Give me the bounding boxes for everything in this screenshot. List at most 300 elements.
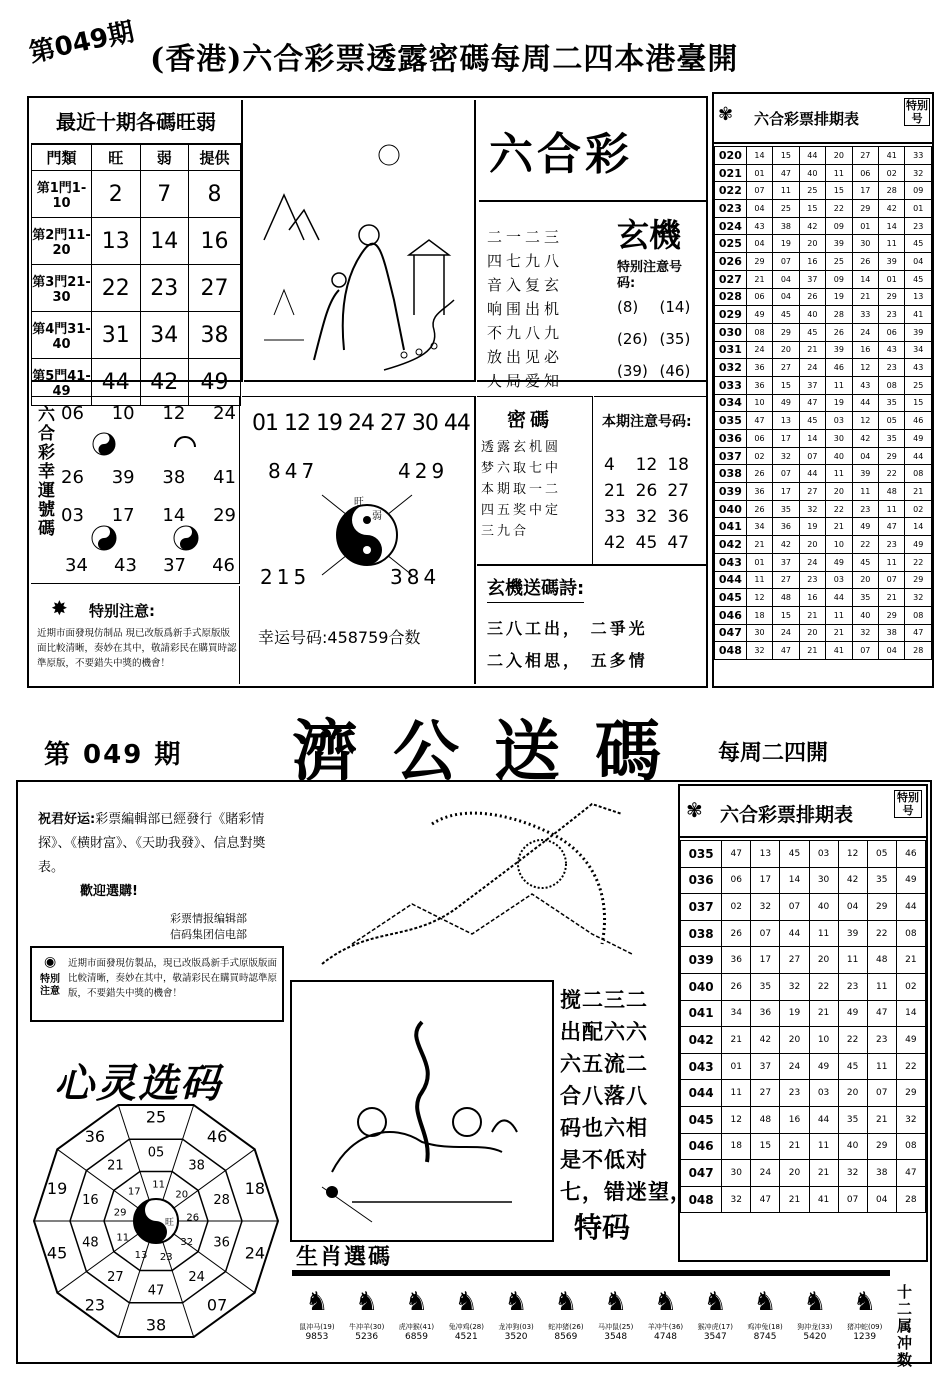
number-cell: 24	[799, 553, 825, 571]
number-cell: 47	[722, 841, 751, 868]
cell: 2	[92, 171, 141, 218]
special-numbers	[617, 298, 702, 380]
greeting-box	[20, 784, 290, 944]
zodiac-row	[292, 1282, 890, 1342]
wheel-center-label: 旺	[165, 1218, 175, 1228]
number-cell: 21	[780, 1186, 809, 1213]
zodiac-item	[342, 1282, 392, 1342]
yinyang-icon	[91, 431, 121, 457]
wheel-number: 36	[213, 1235, 230, 1251]
wheel-number: 23	[159, 1251, 173, 1263]
number-cell: 04	[867, 1186, 896, 1213]
zodiac-number: 4521	[454, 1332, 478, 1342]
xuanji-poem-box	[477, 564, 707, 686]
table-row	[715, 376, 932, 394]
lucky-row	[61, 403, 236, 424]
number-cell: 07	[852, 642, 878, 660]
wheel-number: 29	[113, 1207, 127, 1219]
period-cell: 029	[715, 306, 747, 324]
number-cell: 39	[838, 920, 867, 947]
number-cell: 45	[905, 270, 932, 288]
zodiac-animal-icon: ♞	[355, 1287, 379, 1317]
number-cell: 29	[773, 323, 799, 341]
number-cell: 27	[780, 947, 809, 974]
number-cell: 15	[773, 376, 799, 394]
schedule-bottom	[678, 784, 928, 1262]
period-cell: 028	[715, 288, 747, 306]
number-cell: 30	[809, 867, 838, 894]
number-cell: 40	[799, 164, 825, 182]
period-cell: 036	[681, 867, 722, 894]
number-cell: 07	[773, 465, 799, 483]
number-cell: 23	[838, 973, 867, 1000]
number-group: 215	[260, 565, 311, 589]
number-cell: 41	[809, 1186, 838, 1213]
number-cell: 47	[751, 1186, 780, 1213]
number-cell: 22	[896, 1053, 925, 1080]
lucky-code: 幸运号码:458759合数	[258, 628, 421, 647]
special-number: (35)	[659, 330, 691, 348]
zodiac-animal-icon: ♞	[853, 1287, 877, 1317]
wheel-number: 28	[213, 1193, 230, 1208]
table-row	[715, 323, 932, 341]
col-header: 弱	[140, 145, 189, 171]
poem-line: 放出见必	[487, 348, 564, 366]
cell: 第4門31-40	[32, 312, 92, 359]
number-cell: 21	[799, 642, 825, 660]
table-row	[715, 642, 932, 660]
number-cell: 23	[879, 536, 905, 554]
number-cell: 20	[809, 947, 838, 974]
number-cell: 44	[826, 589, 852, 607]
xuanji-subtitle: 玄機	[617, 216, 682, 254]
number-cell: 45	[773, 306, 799, 324]
number-cell: 04	[746, 235, 772, 253]
notice-title: 特别注意:	[89, 602, 155, 620]
mima-line: 三九合	[481, 524, 530, 539]
number-cell: 02	[896, 973, 925, 1000]
number-cell: 23	[852, 500, 878, 518]
number-cell: 44	[852, 394, 878, 412]
zodiac-item	[591, 1282, 641, 1342]
number-cell: 35	[879, 430, 905, 448]
schedule-header	[680, 786, 926, 838]
number-group: 384	[390, 565, 441, 589]
period-cell: 041	[715, 518, 747, 536]
liuhecai-title: 六合彩	[489, 129, 633, 180]
number-cell: 49	[905, 430, 932, 448]
zodiac-item	[292, 1282, 342, 1342]
poem-line: 四七九八	[487, 252, 564, 270]
greeting-text-wrap	[38, 808, 288, 880]
number-cell: 02	[722, 894, 751, 921]
number-cell: 28	[896, 1186, 925, 1213]
period-cell: 033	[715, 376, 747, 394]
zodiac-number: 3548	[604, 1332, 628, 1342]
attention-number: 36	[667, 507, 689, 527]
tema-label: 特码	[574, 1211, 631, 1244]
number-cell: 11	[722, 1080, 751, 1107]
special-number: (14)	[659, 298, 691, 316]
wheel-number: 11	[152, 1179, 165, 1191]
number-group: 429	[398, 459, 449, 483]
zodiac-item	[441, 1282, 491, 1342]
number-cell: 28	[905, 642, 932, 660]
number-cell: 32	[751, 894, 780, 921]
number-cell: 17	[773, 483, 799, 501]
wheel-number: 05	[147, 1145, 165, 1161]
lucky-number: 34	[65, 555, 88, 576]
number-cell: 30	[746, 624, 772, 642]
number-cell: 35	[751, 973, 780, 1000]
number-cell: 08	[896, 920, 925, 947]
wheel-number: 32	[180, 1237, 194, 1248]
illustration-scholars	[244, 100, 476, 382]
wheel-number: 13	[134, 1250, 148, 1262]
zodiac-number: 3520	[504, 1332, 528, 1342]
period-cell: 042	[681, 1027, 722, 1054]
number-cell: 17	[751, 947, 780, 974]
liuhecai-poem	[487, 225, 607, 393]
number-cell: 21	[896, 947, 925, 974]
table-row	[715, 235, 932, 253]
number-cell: 06	[879, 323, 905, 341]
zodiac-name: 马冲鼠(25)	[597, 1323, 634, 1331]
wheel-number: 27	[107, 1270, 124, 1286]
jigong-drawing	[292, 784, 652, 974]
jigong-title: 濟 公 送 碼	[292, 712, 667, 790]
number-cell: 49	[838, 1000, 867, 1027]
number-cell: 27	[799, 483, 825, 501]
poem-line: 搅二三二	[560, 988, 648, 1012]
number-cell: 32	[773, 447, 799, 465]
number-cell: 44	[799, 465, 825, 483]
number-cell: 39	[879, 253, 905, 271]
table-row	[715, 624, 932, 642]
number-cell: 21	[746, 536, 772, 554]
number-cell: 04	[773, 270, 799, 288]
table-row	[715, 341, 932, 359]
number-cell: 21	[809, 1160, 838, 1187]
number-cell: 42	[838, 867, 867, 894]
number-cell: 33	[852, 306, 878, 324]
number-cell: 21	[905, 483, 932, 501]
number-cell: 07	[746, 182, 772, 200]
table-row	[715, 270, 932, 288]
number-cell: 47	[799, 394, 825, 412]
number-cell: 49	[905, 536, 932, 554]
notice-small	[31, 586, 240, 684]
table-row	[715, 606, 932, 624]
period-cell: 042	[715, 536, 747, 554]
number-cell: 03	[809, 1080, 838, 1107]
mima-line: 透露玄机圆	[481, 440, 562, 455]
number-cell: 01	[746, 553, 772, 571]
period-cell: 023	[715, 200, 747, 218]
number-cell: 39	[905, 323, 932, 341]
number-cell: 38	[773, 217, 799, 235]
greeting-text: 彩票編輯部已經發行《賭彩情探》、《横財富》、《天助我發》、信息對奬表。	[38, 812, 266, 875]
table-row	[681, 1160, 926, 1187]
number-cell: 46	[896, 841, 925, 868]
number-cell: 21	[809, 1000, 838, 1027]
mima-line: 四五奖中定	[481, 503, 562, 518]
period-cell: 038	[681, 920, 722, 947]
zodiac-number: 9853	[305, 1332, 329, 1342]
number-cell: 32	[799, 500, 825, 518]
zodiac-number: 8569	[554, 1332, 578, 1342]
wheel-number: 24	[188, 1270, 205, 1286]
number-cell: 21	[852, 288, 878, 306]
attention-number: 42	[604, 533, 626, 553]
number-cell: 11	[746, 571, 772, 589]
number-cell: 07	[867, 1080, 896, 1107]
number-cell: 22	[809, 973, 838, 1000]
number-cell: 25	[905, 376, 932, 394]
period-cell: 036	[715, 430, 747, 448]
schedule-days: 每周二四開	[718, 741, 829, 766]
number-cell: 44	[780, 920, 809, 947]
number-cell: 47	[773, 164, 799, 182]
zodiac-name: 猪冲蛇(09)	[846, 1323, 883, 1331]
zodiac-number: 5420	[803, 1332, 827, 1342]
schedule-title: 六合彩票排期表	[754, 110, 860, 128]
number-cell: 29	[896, 1080, 925, 1107]
number-cell: 33	[905, 147, 932, 165]
poem-line: 是不低对	[560, 1148, 648, 1172]
zodiac-name: 虎冲猴(41)	[398, 1323, 435, 1331]
lucky-number: 41	[213, 467, 236, 488]
number-cell: 37	[751, 1053, 780, 1080]
number-cell: 21	[879, 589, 905, 607]
number-cell: 36	[773, 518, 799, 536]
period-cell: 039	[681, 947, 722, 974]
period-cell: 046	[715, 606, 747, 624]
zodiac-number: 8745	[753, 1332, 777, 1342]
number-cell: 41	[879, 147, 905, 165]
top-number-row: 01 12 19 24 27 30 44	[252, 411, 470, 436]
attention-box	[594, 396, 707, 564]
cell: 7	[140, 171, 189, 218]
zodiac-name: 鸡冲兔(18)	[747, 1323, 783, 1331]
poem-line: 音入复玄	[487, 276, 564, 294]
number-cell: 11	[826, 376, 852, 394]
table-row	[715, 217, 932, 235]
lucky-label: 六合彩幸運號碼	[34, 405, 54, 538]
number-cell: 12	[722, 1106, 751, 1133]
lucky-number: 39	[111, 467, 135, 488]
number-cell: 27	[751, 1080, 780, 1107]
number-cell: 06	[746, 430, 772, 448]
number-cell: 29	[905, 571, 932, 589]
wheel-number: 24	[244, 1243, 266, 1263]
notice-big-text: 近期市面發現仿製品，現已改版爲新手式原版版面比較清晰，奏妙在其中，敬請彩民在購買時認準原版，不要錯失中獎的機會！	[68, 958, 278, 999]
period-cell: 030	[715, 323, 747, 341]
zodiac-name: 兔冲鸡(28)	[448, 1323, 484, 1331]
number-cell: 03	[826, 412, 852, 430]
wheel-number: 07	[206, 1295, 228, 1315]
number-cell: 40	[809, 894, 838, 921]
number-cell: 03	[809, 841, 838, 868]
period-cell: 032	[715, 359, 747, 377]
attention-number: 26	[635, 481, 658, 501]
lucky-number: 24	[213, 403, 236, 424]
number-cell: 42	[773, 536, 799, 554]
period-cell: 024	[715, 217, 747, 235]
number-cell: 24	[780, 1053, 809, 1080]
number-cell: 42	[799, 217, 825, 235]
number-cell: 21	[780, 1133, 809, 1160]
period-cell: 045	[681, 1106, 722, 1133]
table-row	[715, 430, 932, 448]
number-cell: 11	[867, 1053, 896, 1080]
zodiac-name: 羊冲牛(36)	[647, 1323, 684, 1331]
number-cell: 23	[867, 1027, 896, 1054]
period-cell: 048	[715, 642, 747, 660]
table-row	[681, 841, 926, 868]
number-cell: 37	[799, 270, 825, 288]
number-cell: 11	[809, 920, 838, 947]
center-numbers-panel	[242, 396, 476, 684]
number-cell: 17	[852, 182, 878, 200]
table-row	[681, 1000, 926, 1027]
number-cell: 35	[773, 500, 799, 518]
cell: 34	[140, 312, 189, 359]
number-cell: 49	[746, 306, 772, 324]
liuhecai-box	[477, 100, 707, 390]
number-cell: 29	[746, 253, 772, 271]
table-row	[715, 288, 932, 306]
poem-line: 七，错迷望，	[560, 1180, 692, 1204]
number-cell: 21	[867, 1106, 896, 1133]
wheel-number: 47	[147, 1283, 165, 1299]
number-cell: 08	[905, 465, 932, 483]
cell: 44	[92, 359, 141, 406]
attention-title: 本期注意号码:	[602, 414, 692, 430]
number-cell: 01	[746, 164, 772, 182]
number-cell: 20	[838, 1080, 867, 1107]
number-cell: 24	[746, 341, 772, 359]
number-cell: 36	[751, 1000, 780, 1027]
number-cell: 24	[751, 1160, 780, 1187]
number-cell: 04	[905, 253, 932, 271]
zodiac-item	[491, 1282, 541, 1342]
number-cell: 21	[722, 1027, 751, 1054]
number-cell: 26	[722, 973, 751, 1000]
number-cell: 22	[905, 553, 932, 571]
number-cell: 29	[867, 1133, 896, 1160]
number-cell: 36	[746, 376, 772, 394]
number-cell: 05	[867, 841, 896, 868]
zodiac-number: 3547	[703, 1332, 727, 1342]
number-cell: 47	[879, 518, 905, 536]
number-cell: 10	[826, 536, 852, 554]
number-cell: 30	[826, 430, 852, 448]
special-number: (39)	[617, 362, 648, 380]
number-cell: 44	[896, 894, 925, 921]
number-cell: 34	[905, 341, 932, 359]
table-row	[681, 894, 926, 921]
number-cell: 20	[780, 1027, 809, 1054]
table-row	[715, 147, 932, 165]
zodiac-name: 鼠冲马(19)	[299, 1323, 335, 1331]
number-cell: 45	[905, 235, 932, 253]
number-cell: 19	[780, 1000, 809, 1027]
number-cell: 02	[746, 447, 772, 465]
illustration-jigong	[292, 784, 652, 974]
number-cell: 01	[905, 200, 932, 218]
strength-panel	[31, 100, 243, 399]
xuanji-poem-line: 二入相思， 五多情	[487, 651, 648, 670]
number-cell: 13	[905, 288, 932, 306]
cell: 第2門11-20	[32, 218, 92, 265]
zodiac-side-label: 十二属冲数	[895, 1284, 913, 1369]
number-cell: 39	[826, 235, 852, 253]
table-row	[681, 920, 926, 947]
zodiac-animal-icon: ♞	[504, 1287, 528, 1317]
zodiac-name: 龙冲狗(03)	[498, 1323, 534, 1331]
number-cell: 05	[879, 412, 905, 430]
number-cell: 11	[826, 164, 852, 182]
attention-number: 18	[667, 455, 689, 475]
number-cell: 23	[799, 571, 825, 589]
yinyang-icon	[171, 523, 201, 553]
zodiac-name: 蛇冲猪(26)	[548, 1323, 584, 1331]
table-row	[715, 412, 932, 430]
number-cell: 47	[867, 1000, 896, 1027]
period-cell: 034	[715, 394, 747, 412]
number-cell: 22	[852, 536, 878, 554]
poem-line: 码也六相	[560, 1116, 648, 1140]
taiji-label: 旺	[354, 497, 364, 508]
cell: 23	[140, 265, 189, 312]
attention-number: 45	[635, 533, 658, 553]
col-header: 旺	[92, 145, 141, 171]
number-cell: 47	[896, 1160, 925, 1187]
zodiac-name: 牛冲羊(30)	[349, 1323, 385, 1331]
number-cell: 32	[722, 1186, 751, 1213]
zodiac-number: 4748	[654, 1332, 677, 1342]
wheel-number: 17	[127, 1186, 141, 1198]
table-row	[681, 1027, 926, 1054]
special-label: 特别号	[906, 99, 928, 125]
wheel-number: 16	[82, 1193, 99, 1208]
zodiac-name: 猴冲虎(17)	[697, 1323, 733, 1331]
number-cell: 02	[905, 500, 932, 518]
number-cell: 14	[746, 147, 772, 165]
number-cell: 42	[751, 1027, 780, 1054]
number-cell: 41	[905, 306, 932, 324]
number-cell: 08	[896, 1133, 925, 1160]
wheel-number: 19	[46, 1179, 68, 1199]
number-cell: 20	[799, 536, 825, 554]
number-cell: 07	[879, 571, 905, 589]
number-cell: 22	[826, 200, 852, 218]
number-cell: 11	[852, 483, 878, 501]
table-row	[715, 483, 932, 501]
notice-text: 近期市面發現仿制品 現已改版爲新手式原版版面比較清晰，奏妙在其中，敬請彩民在購買時認準原版，不要錯失中獎的機會！	[37, 628, 237, 669]
zodiac-strip	[292, 1270, 890, 1358]
wheel-number: 46	[206, 1127, 228, 1147]
number-cell: 20	[852, 571, 878, 589]
number-cell: 21	[799, 606, 825, 624]
mima-box	[477, 396, 593, 564]
zodiac-animal-icon: ♞	[803, 1287, 827, 1317]
period-cell: 038	[715, 465, 747, 483]
number-cell: 28	[826, 306, 852, 324]
number-cell: 18	[722, 1133, 751, 1160]
number-group: 847	[268, 459, 319, 483]
